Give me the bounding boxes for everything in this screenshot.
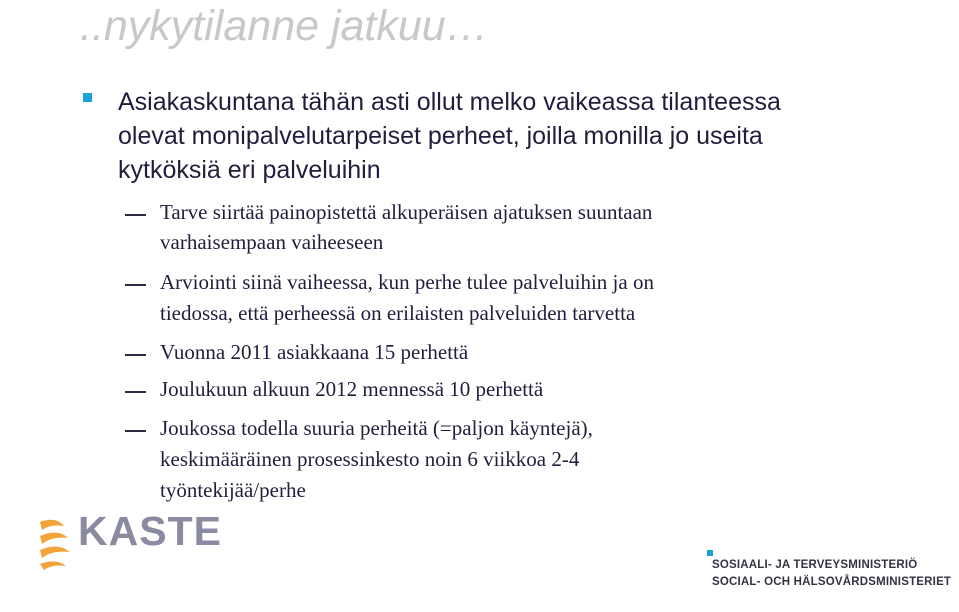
ministry-name-fi: SOSIAALI- JA TERVEYSMINISTERIÖ bbox=[712, 559, 918, 571]
slide-title: ..nykytilanne jatkuu… bbox=[80, 2, 489, 50]
sub-item-line: keskimääräinen prosessinkesto noin 6 viikkoa 2-4 bbox=[160, 447, 580, 471]
sub-item-line: Vuonna 2011 asiakkaana 15 perhettä bbox=[160, 340, 469, 364]
sub-item-line: Arviointi siinä vaiheessa, kun perhe tulee palveluihin ja on bbox=[160, 270, 654, 294]
sub-item-line: Joukossa todella suuria perheitä (=paljon käyntejä), bbox=[160, 416, 593, 440]
sub-item-line: Tarve siirtää painopistettä alkuperäisen ajatuksen suuntaan bbox=[160, 200, 653, 224]
bullet-square-icon bbox=[83, 93, 92, 102]
sub-item-line: varhaisempaan vaiheeseen bbox=[160, 230, 384, 254]
sub-item-line: tiedossa, että perheessä on erilaisten palveluiden tarvetta bbox=[160, 301, 636, 325]
ministry-logo bbox=[712, 557, 951, 591]
sub-item-line: työntekijää/perhe bbox=[160, 478, 306, 502]
sub-item-line: Joulukuun alkuun 2012 mennessä 10 perhettä bbox=[160, 377, 544, 401]
main-bullet-text: Asiakaskuntana tähän asti ollut melko vaikeassa tilanteessa olevat monipalvelutarpeiset perheet, joilla monilla jo useita kytköksiä eri palveluihin bbox=[118, 88, 781, 184]
dash-icon bbox=[125, 284, 146, 286]
dash-icon bbox=[125, 430, 146, 432]
dash-icon bbox=[125, 391, 146, 393]
ministry-name-sv: SOCIAL- OCH HÄLSOVÅRDSMINISTERIET bbox=[712, 576, 952, 588]
dash-icon bbox=[125, 354, 146, 356]
kaste-logo-text: KASTE bbox=[78, 508, 222, 554]
dash-icon bbox=[125, 214, 146, 216]
ministry-mark-icon bbox=[707, 550, 713, 556]
